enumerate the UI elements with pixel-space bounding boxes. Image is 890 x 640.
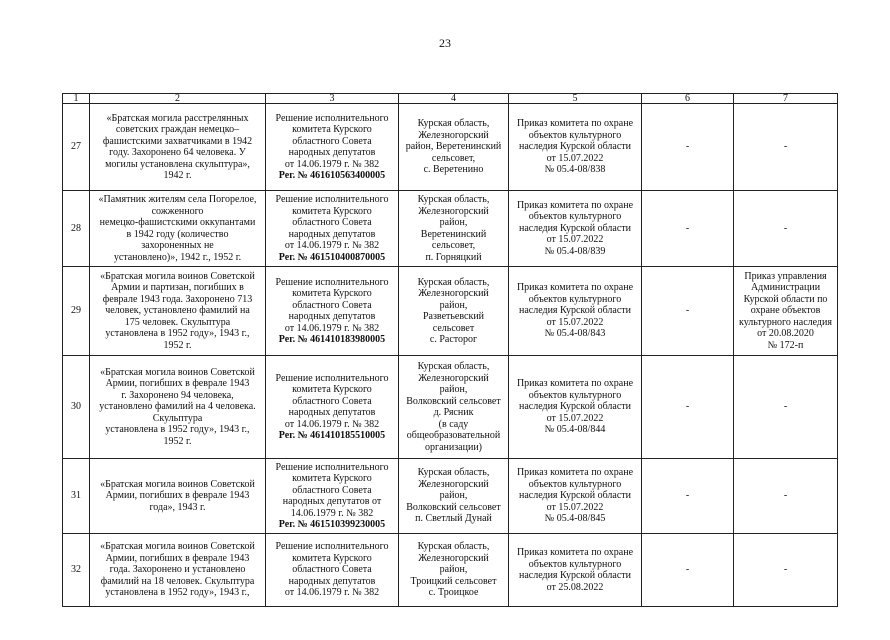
cell-line: Курская область, [417, 276, 490, 288]
cell-line: Приказ комитета по охране [516, 547, 634, 558]
order-cell [509, 191, 642, 267]
cell-line: Волковский сельсовет [406, 501, 501, 513]
cell-line: областного Совета [292, 395, 372, 407]
cell-line: наследия Курской области [518, 570, 632, 581]
column-6-cell: - [642, 267, 734, 356]
column-header: 3 [266, 94, 399, 104]
cell-line: Решение исполнительного [275, 194, 389, 205]
cell-line: Курская область, [417, 467, 490, 479]
table-row [63, 356, 838, 459]
cell-line: объектов культурного [528, 293, 622, 305]
cell-line: - [783, 222, 788, 234]
cell-line: объектов культурного [528, 389, 622, 401]
cell-line: объектов культурного [528, 558, 622, 570]
row-number-cell: 28 [63, 191, 90, 267]
cell-line: от 14.06.1979 г. № 382 [284, 240, 380, 251]
cell-line: народных депутатов от [282, 496, 382, 507]
column-6-cell: - [642, 534, 734, 607]
cell-line: п. Светлый Дунай [415, 513, 492, 525]
cell-line: (в саду [438, 418, 469, 430]
row-number-cell: 29 [63, 267, 90, 356]
page-number: 23 [439, 36, 451, 50]
decision-cell [266, 191, 399, 267]
cell-line: объектов культурного [528, 211, 622, 223]
location-cell [399, 104, 509, 191]
column-7-cell [734, 267, 838, 356]
cell-line: человек, установлено фамилий на [105, 305, 250, 317]
cell-line: № 05.4-08/845 [544, 513, 606, 525]
cell-line: могилы установлена скульптура», [105, 158, 250, 170]
row-number-cell: 30 [63, 356, 90, 459]
object-name-cell [90, 459, 266, 534]
cell-line: Курской области по [743, 293, 828, 305]
table-row [63, 104, 838, 191]
location-cell [399, 356, 509, 459]
cell-line: захороненных не [141, 240, 214, 251]
cell-line: Железногорский [418, 129, 489, 141]
cell-line: народных депутатов [288, 147, 376, 158]
cell-line: фамилий на 18 человек. Скульптура [100, 575, 255, 587]
cell-line: установлена в 1952 году», 1943 г., [105, 587, 250, 599]
cell-line: д. Рясник [433, 407, 474, 418]
cell-line: Приказ комитета по охране [516, 467, 634, 479]
column-header: 5 [509, 94, 642, 104]
object-name-cell [90, 104, 266, 191]
order-cell [509, 104, 642, 191]
cell-line: сельсовет [432, 322, 475, 334]
cell-line: комитета Курского [292, 288, 372, 299]
cell-line: Армии, погибших в феврале 1943 [105, 490, 250, 502]
cell-line: комитета Курского [292, 124, 372, 135]
cell-line: «Памятник жителям села Погорелое, [98, 194, 257, 205]
cell-line: Приказ комитета по охране [516, 282, 634, 294]
cell-line: в 1942 году (количество [126, 228, 229, 240]
registration-number: Рег. № 461410185510005 [278, 430, 386, 441]
cell-line: Курская область, [417, 194, 490, 205]
cell-line: от 14.06.1979 г. № 382 [284, 418, 380, 430]
table-row [63, 534, 838, 607]
cell-line: наследия Курской области [518, 490, 632, 502]
cell-line: - [783, 401, 788, 413]
cell-line: «Братская могила воинов Советской [100, 366, 255, 378]
decision-cell [266, 459, 399, 534]
cell-line: наследия Курской области [518, 141, 632, 153]
cell-line: народных депутатов [288, 228, 376, 240]
column-7-cell [734, 356, 838, 459]
cell-line: Армии, погибших в феврале 1943 [105, 552, 250, 564]
cell-line: № 05.4-08/839 [544, 245, 606, 257]
location-cell [399, 534, 509, 607]
cell-line: областного Совета [292, 135, 372, 147]
cell-line: № 05.4-08/843 [544, 328, 606, 340]
object-name-cell [90, 534, 266, 607]
column-7-cell [734, 459, 838, 534]
registration-number: Рег. № 461510399230005 [278, 519, 386, 530]
cell-line: Решение исполнительного [275, 276, 389, 288]
cell-line: район, [439, 564, 468, 576]
column-6-cell: - [642, 459, 734, 534]
column-6-cell: - [642, 104, 734, 191]
cell-line: Курская область, [417, 361, 490, 372]
cell-line: областного Совета [292, 564, 372, 576]
cell-line: комитета Курского [292, 384, 372, 395]
cell-line: Решение исполнительного [275, 372, 389, 384]
cell-line: Армии, погибших в феврале 1943 [105, 378, 250, 390]
cell-line: Веретенинский [420, 228, 487, 240]
cell-line: «Братская могила расстрелянных [106, 112, 249, 124]
cell-line: 1952 г. [163, 339, 192, 351]
cell-line: Курская область, [417, 541, 490, 553]
cell-line: установлено фамилий на 4 человека. [99, 401, 256, 413]
cell-line: от 14.06.1979 г. № 382 [284, 322, 380, 334]
cell-line: п. Горняцкий [425, 251, 482, 263]
cell-line: немецко-фашистскими оккупантами [99, 217, 256, 228]
cell-line: Решение исполнительного [275, 112, 389, 124]
cell-line: охране объектов [750, 305, 821, 317]
object-name-cell [90, 191, 266, 267]
cell-line: советских граждан немецко– [115, 124, 240, 135]
cell-line: Скульптура [152, 412, 203, 424]
cell-line: район, Веретенинский [405, 141, 502, 153]
cell-line: район, [439, 217, 468, 228]
cell-line: № 05.4-08/838 [544, 164, 606, 176]
cell-line: Волковский сельсовет [406, 395, 501, 407]
cell-line: Приказ комитета по охране [516, 118, 634, 130]
cell-line: № 172-п [767, 339, 804, 351]
cell-line: Решение исполнительного [275, 461, 389, 473]
column-header: 6 [642, 94, 734, 104]
location-cell [399, 459, 509, 534]
row-number-cell: 32 [63, 534, 90, 607]
cell-line: общеобразовательной [406, 430, 501, 441]
cell-line: областного Совета [292, 299, 372, 311]
cell-line: г. Захоронено 94 человека, [121, 389, 234, 401]
cell-line: от 15.07.2022 [546, 234, 604, 246]
cell-line: «Братская могила воинов Советской [100, 270, 255, 282]
cell-line: Троицкий сельсовет [410, 575, 497, 587]
cell-line: комитета Курского [292, 205, 372, 217]
column-header: 1 [63, 94, 90, 104]
cell-line: народных депутатов [288, 575, 376, 587]
table-body [63, 104, 838, 607]
table-row [63, 267, 838, 356]
cell-line: Администрации [750, 282, 821, 294]
cell-line: организации) [424, 441, 483, 453]
cell-line: Армии и партизан, погибших в [111, 282, 244, 294]
order-cell [509, 267, 642, 356]
cell-line: 14.06.1979 г. № 382 [290, 507, 374, 519]
cell-line: с. Веретенино [423, 164, 484, 176]
cell-line: 175 человек. Скульптура [124, 316, 231, 328]
table-row [63, 459, 838, 534]
cell-line: сожженного [151, 205, 204, 217]
cell-line: областного Совета [292, 217, 372, 228]
cell-line: № 05.4-08/844 [544, 424, 606, 436]
cell-line: от 20.08.2020 [757, 328, 814, 340]
registration-number: Рег. № 461510400870005 [278, 251, 386, 263]
cell-line: Разветьевский [422, 311, 485, 322]
cell-line: сельсовет, [431, 152, 476, 164]
cell-line: с. Расторог [429, 334, 478, 345]
cell-line: комитета Курского [292, 473, 372, 484]
location-cell [399, 191, 509, 267]
column-header: 2 [90, 94, 266, 104]
cell-line: объектов культурного [528, 129, 622, 141]
cell-line: «Братская могила воинов Советской [100, 541, 255, 553]
cell-line: комитета Курского [292, 552, 372, 564]
cell-line: район, [439, 490, 468, 502]
cell-line: установлена в 1952 году», 1943 г., [105, 328, 250, 340]
order-cell [509, 459, 642, 534]
registration-number: Рег. № 461610563400005 [278, 170, 386, 181]
column-7-cell [734, 534, 838, 607]
table-row [63, 191, 838, 267]
cell-line: установлено)», 1942 г., 1952 г. [113, 251, 242, 263]
column-header: 4 [399, 94, 509, 104]
cell-line: район, [439, 384, 468, 395]
cell-line: от 15.07.2022 [546, 501, 604, 513]
cell-line: от 15.07.2022 [546, 316, 604, 328]
object-name-cell [90, 356, 266, 459]
cell-line: 1952 г. [163, 435, 192, 447]
location-cell [399, 267, 509, 356]
cell-line: Железногорский [418, 205, 489, 217]
table-header-row [63, 94, 838, 104]
decision-cell [266, 267, 399, 356]
cell-line: наследия Курской области [518, 401, 632, 413]
cell-line: наследия Курской области [518, 222, 632, 234]
order-cell [509, 356, 642, 459]
cell-line: «Братская могила воинов Советской [100, 478, 255, 490]
cell-line: Железногорский [418, 552, 489, 564]
row-number-cell: 31 [63, 459, 90, 534]
cell-line: Приказ управления [744, 270, 827, 282]
cell-line: Приказ комитета по охране [516, 199, 634, 211]
cell-line: Приказ комитета по охране [516, 378, 634, 390]
order-cell [509, 534, 642, 607]
cell-line: наследия Курской области [518, 305, 632, 317]
cell-line: от 14.06.1979 г. № 382 [284, 158, 380, 170]
cell-line: года. Захоронено и установлено [109, 564, 246, 576]
cell-line: 1942 г. [163, 170, 192, 181]
row-number-cell: 27 [63, 104, 90, 191]
cell-line: от 14.06.1979 г. № 382 [284, 587, 380, 599]
cell-line: года», 1943 г. [149, 501, 206, 513]
cell-line: культурного наследия [739, 316, 832, 328]
cell-line: Решение исполнительного [275, 541, 389, 553]
decision-cell [266, 356, 399, 459]
column-6-cell: - [642, 191, 734, 267]
cell-line: от 15.07.2022 [546, 152, 604, 164]
cell-line: с. Троицкое [428, 587, 479, 599]
cell-line: установлена в 1952 году», 1943 г., [105, 424, 250, 436]
object-name-cell [90, 267, 266, 356]
cell-line: фашистскими захватчиками в 1942 [102, 135, 253, 147]
cell-line: народных депутатов [288, 407, 376, 418]
cell-line: феврале 1943 года. Захоронено 713 [102, 293, 253, 305]
column-7-cell [734, 191, 838, 267]
cell-line: - [783, 141, 788, 153]
decision-cell [266, 104, 399, 191]
column-header: 7 [734, 94, 838, 104]
column-6-cell: - [642, 356, 734, 459]
cell-line: Курская область, [417, 118, 490, 130]
cell-line: областного Совета [292, 484, 372, 496]
cell-line: от 15.07.2022 [546, 412, 604, 424]
cell-line: Железногорский [418, 478, 489, 490]
cell-line: - [783, 564, 788, 576]
cell-line: от 25.08.2022 [546, 581, 604, 593]
column-7-cell [734, 104, 838, 191]
decision-cell [266, 534, 399, 607]
cell-line: Железногорский [418, 372, 489, 384]
cell-line: сельсовет, [431, 240, 476, 251]
heritage-registry-table [62, 93, 838, 607]
cell-line: народных депутатов [288, 311, 376, 322]
registration-number: Рег. № 461410183980005 [278, 334, 386, 345]
cell-line: объектов культурного [528, 478, 622, 490]
cell-line: году. Захоронено 64 человека. У [109, 147, 246, 158]
cell-line: Железногорский [418, 288, 489, 299]
cell-line: район, [439, 299, 468, 311]
cell-line: - [783, 490, 788, 502]
